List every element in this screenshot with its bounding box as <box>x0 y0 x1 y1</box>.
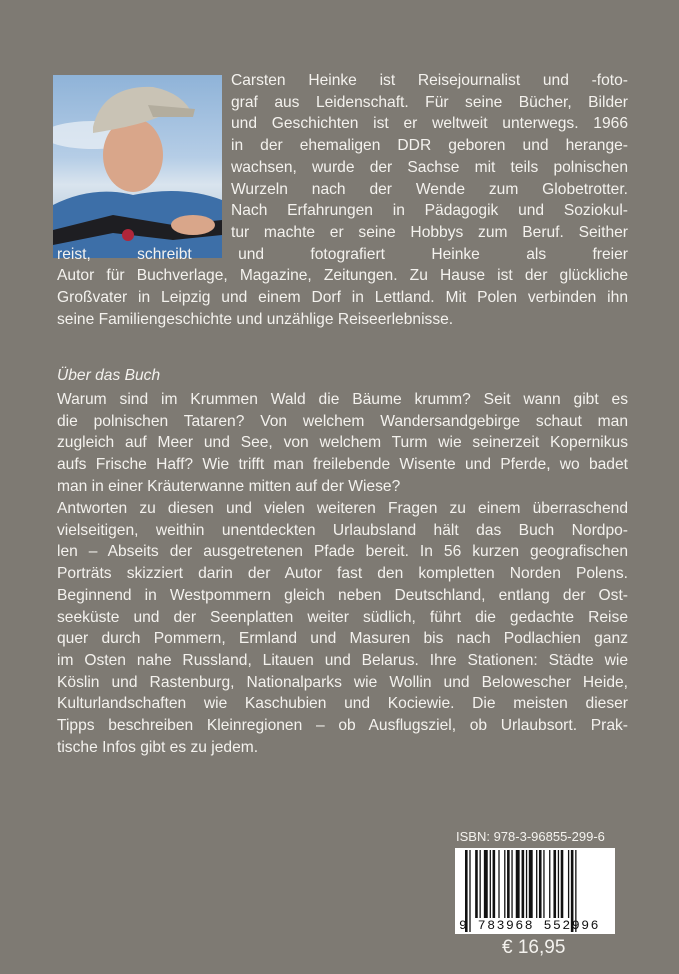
price: € 16,95 <box>502 937 566 958</box>
text-line: vielseitigen, weithin unentdeckten Urlaubsland hält das Buch Nordpo- <box>57 521 628 539</box>
barcode-bar <box>480 850 481 918</box>
barcode <box>455 848 615 934</box>
text-line: Beginnend in Westpommern gleich neben Deutschland, entlang der Ost- <box>57 586 628 604</box>
barcode-bar <box>539 850 542 918</box>
text-line: tische Infos gibt es zu jedem. <box>57 738 259 756</box>
text-line: die polnischen Tataren? Von welchem Wandersandgebirge schaut man <box>57 412 628 430</box>
text-line: Nach Erfahrungen in Pädagogik und Soziokul- <box>231 202 628 220</box>
text-line: seeküste und der Seenplatten weiter südlich, führt die gedachte Reise <box>57 608 628 626</box>
text-line: Wurzeln nach der Wende zum Globetrotter. <box>231 180 628 198</box>
text-line: quer durch Pommern, Ermland und Masuren bis nach Podlachien ganz <box>57 630 628 648</box>
barcode-bar <box>490 850 491 918</box>
text-line: Kulturlandschaften wie Kaschubien und Kociewie. Die meisten dieser <box>57 695 628 713</box>
barcode-bar <box>511 850 512 918</box>
text-line: Großvater in Leipzig und einem Dorf in Lettland. Mit Polen verbinden ihn <box>57 289 628 306</box>
barcode-bar <box>475 850 478 918</box>
barcode-bar <box>484 850 488 918</box>
text-line: tur machte er seine Hobbys zum Beruf. Seither <box>231 223 628 241</box>
text-line: in der ehemaligen DDR geboren und herange- <box>231 137 628 155</box>
text-line: graf aus Leidenschaft. Für seine Bücher, Bilder <box>231 93 628 111</box>
text-line: und Geschichten ist er weltweit unterwegs. 1966 <box>231 115 628 133</box>
isbn-label: ISBN: 978-3-96855-299-6 <box>456 829 605 844</box>
barcode-bar <box>504 850 505 918</box>
barcode-bar <box>522 850 525 918</box>
barcode-bar <box>516 850 520 918</box>
text-line: Carsten Heinke ist Reisejournalist und -foto- <box>231 72 628 89</box>
barcode-bar <box>529 850 533 918</box>
barcode-bar <box>543 850 544 918</box>
text-line: Porträts skizziert darin der Autor fast den kompletten Norden Polens. <box>57 565 628 583</box>
text-line: wachsen, wurde der Sachse mit teils polnischen <box>231 158 628 176</box>
text-line: Köslin und Rastenburg, Nationalparks wie Wollin und Belowescher Heide, <box>57 673 628 691</box>
text-line: aufs Frische Haff? Wie trifft man freilebende Wisente und Pferde, wo badet <box>57 456 628 474</box>
barcode-bar <box>507 850 510 918</box>
barcode-bar <box>526 850 527 918</box>
text-line: len – Abseits der ausgetretenen Pfade bereit. In 56 kurzen geografischen <box>57 543 628 561</box>
barcode-bar <box>553 850 556 918</box>
text-line: seine Familiengeschichte und unzählige Reiseerlebnisse. <box>57 310 454 328</box>
barcode-bar <box>549 850 550 918</box>
text-line: zugleich auf Meer und See, von welchem Turm wie seinerzeit Kopernikus <box>57 434 628 452</box>
text-line: Tipps beschreiben Kleinregionen – ob Ausflugsziel, ob Urlaubsort. Prak- <box>57 717 628 734</box>
text-line: im Osten nahe Russland, Litauen und Belarus. Ihre Stationen: Städte wie <box>57 651 628 669</box>
barcode-bar <box>568 850 569 918</box>
barcode-bar <box>493 850 496 918</box>
about-heading: Über das Buch <box>57 367 161 384</box>
barcode-bar <box>558 850 559 918</box>
barcode-bar <box>498 850 499 918</box>
text-line: man in einer Kräuterwanne mitten auf der Wiese? <box>57 477 401 495</box>
text-line: Antworten zu diesen und vielen weiteren Fragen zu einem überraschend <box>57 500 628 517</box>
text-line: Warum sind im Krummen Wald die Bäume krumm? Seit wann gibt es <box>57 391 628 408</box>
barcode-number: 9 783968 552996 <box>459 918 601 933</box>
text-line: Autor für Buchverlage, Magazine, Zeitungen. Zu Hause ist der glückliche <box>57 267 628 285</box>
barcode-bar <box>561 850 564 918</box>
barcode-bar <box>536 850 537 918</box>
author-photo <box>53 75 222 258</box>
text-line: reist, schreibt und fotografiert Heinke als freier <box>57 245 628 263</box>
